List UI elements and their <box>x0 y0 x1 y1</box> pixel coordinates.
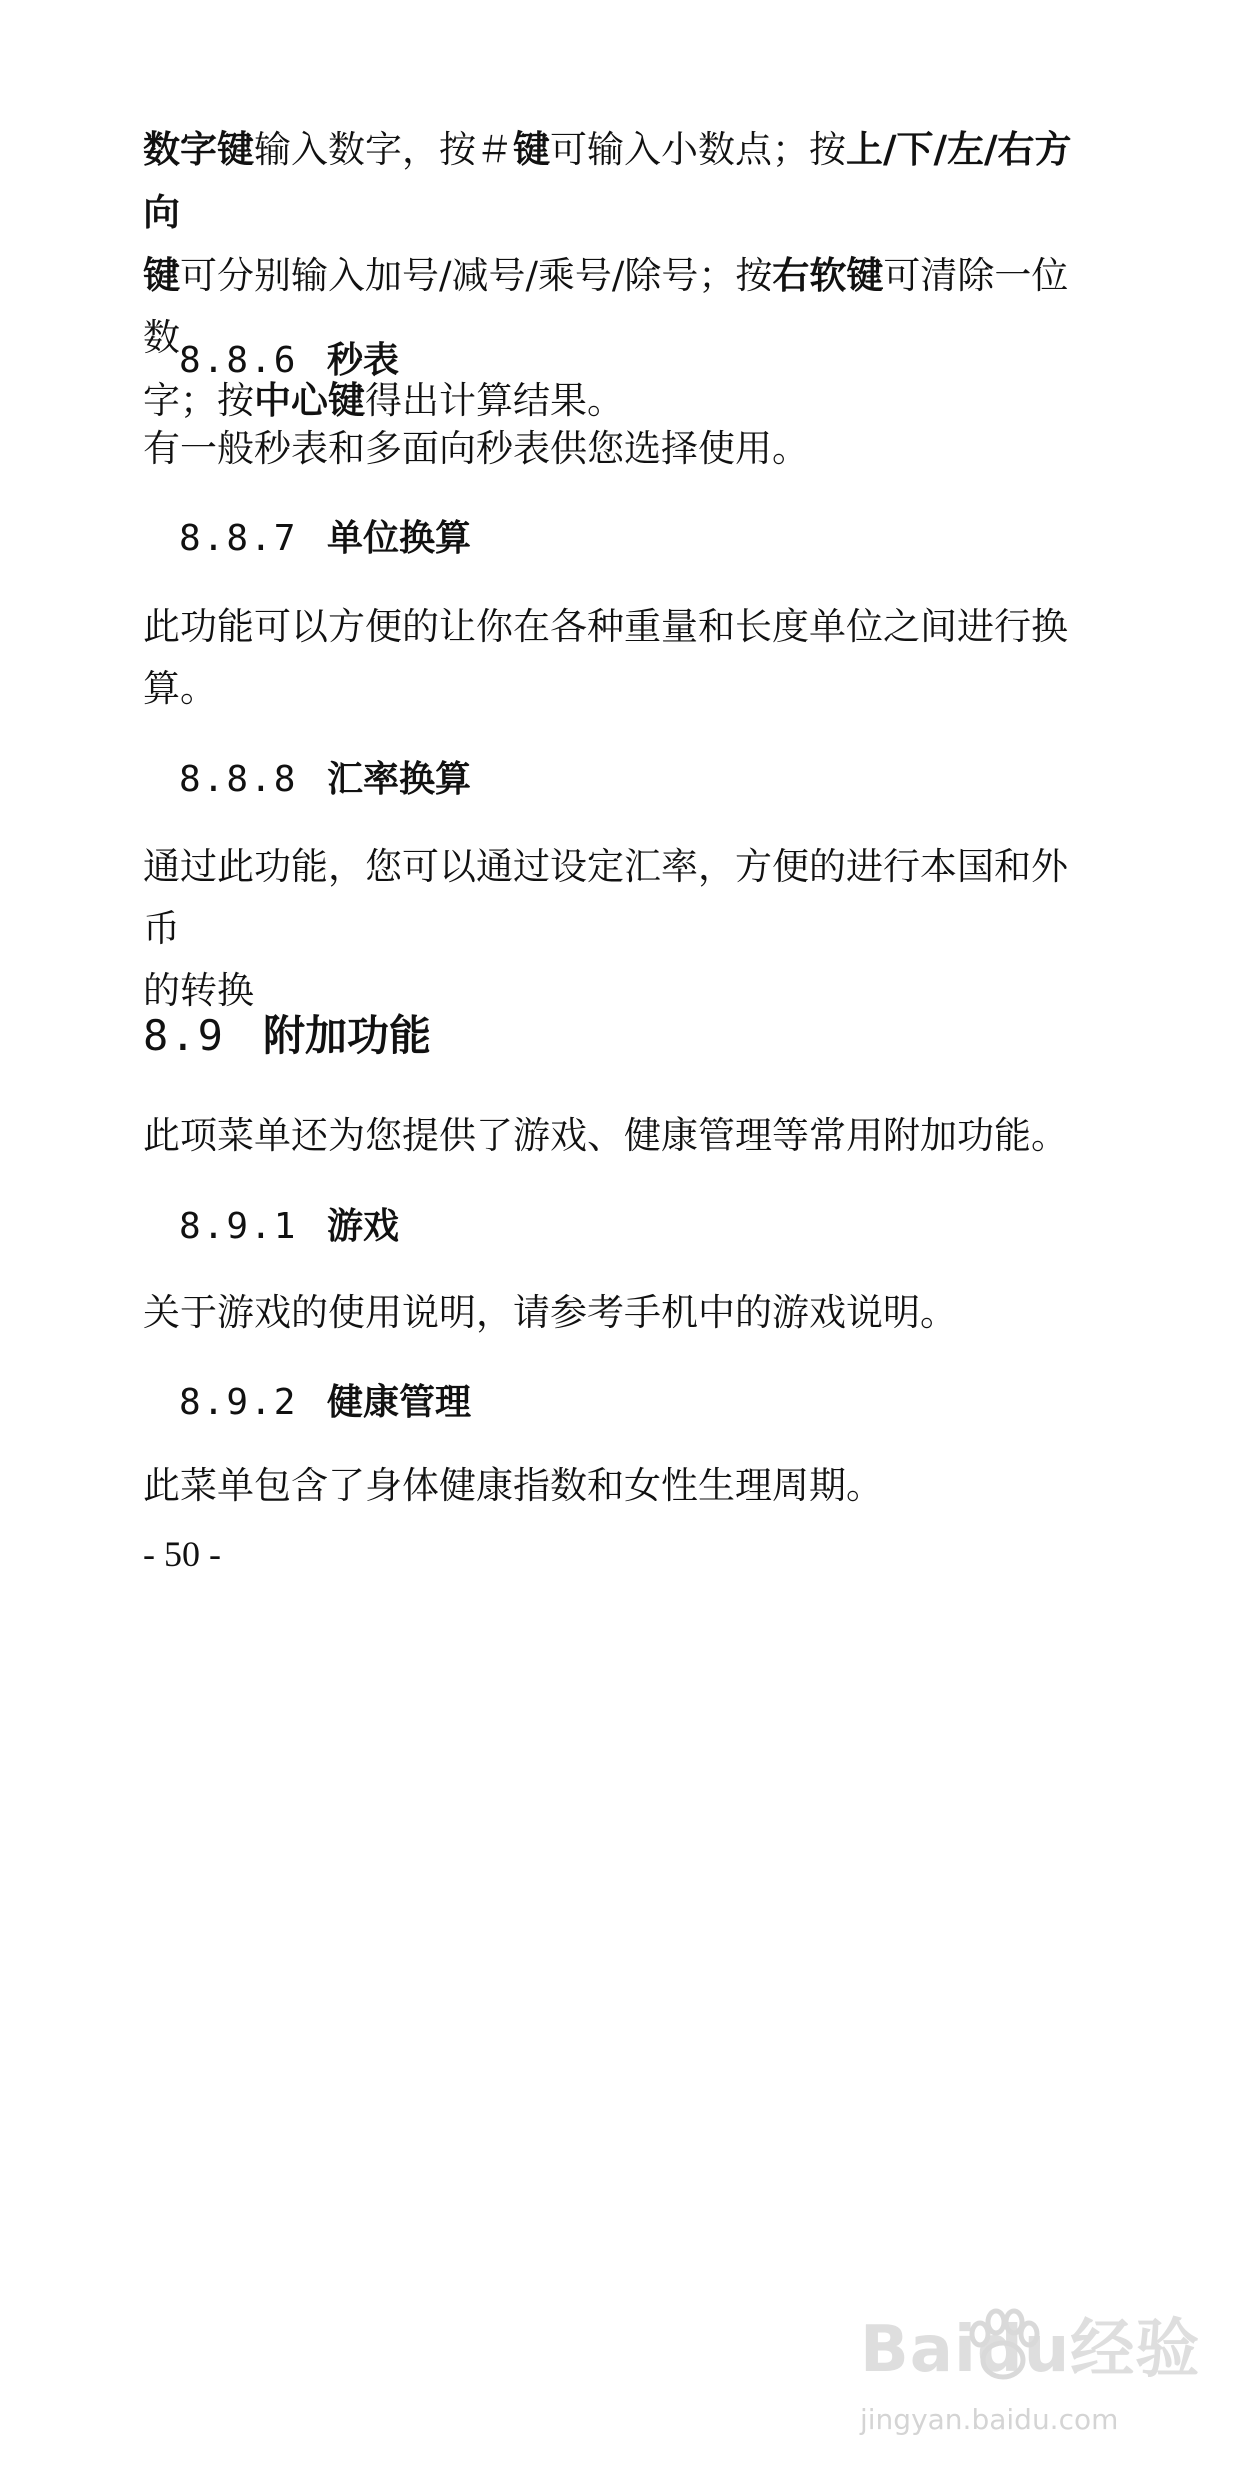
paragraph-line: 此功能可以方便的让你在各种重量和长度单位之间进行换 <box>143 605 1068 648</box>
section-heading-8-9-1 <box>179 1202 399 1251</box>
paw-icon <box>958 2302 1048 2392</box>
section-body-8-9 <box>143 1105 1103 1167</box>
text-run: 可输入小数点；按 <box>550 128 846 171</box>
section-title: 游戏 <box>327 1205 400 1247</box>
baidu-watermark <box>860 2310 1201 2460</box>
section-title: 汇率换算 <box>327 758 472 800</box>
paragraph-text: 关于游戏的使用说明，请参考手机中的游戏说明。 <box>143 1291 957 1334</box>
text-run: 得出计算结果。 <box>365 379 624 422</box>
section-heading-8-9-2 <box>179 1378 471 1427</box>
text-run: 右软键 <box>772 253 884 297</box>
section-title: 单位换算 <box>327 517 472 559</box>
section-heading-8-8-6 <box>179 336 399 385</box>
section-title: 健康管理 <box>327 1381 472 1423</box>
text-run: 上/下/左/右方向 <box>143 127 1072 234</box>
section-number: 8.9.1 <box>179 1206 298 1247</box>
text-run: 可清除一位数 <box>143 254 1069 359</box>
text-run: 键 <box>143 253 180 297</box>
section-number: 8.8.8 <box>179 759 298 800</box>
section-heading-8-8-7 <box>179 514 471 563</box>
section-number: 8.9 <box>143 1011 225 1060</box>
section-body-8-9-1 <box>143 1282 1103 1344</box>
section-title: 附加功能 <box>263 1011 432 1060</box>
paragraph-text: 此菜单包含了身体健康指数和女性生理周期。 <box>143 1464 883 1507</box>
section-number: 8.9.2 <box>179 1382 298 1423</box>
section-body-8-8-7 <box>143 596 1103 720</box>
page-number: - 50 - <box>143 1534 221 1574</box>
section-body-8-9-2 <box>143 1455 1103 1517</box>
text-run: 输入数字，按＃ <box>254 128 513 171</box>
section-heading-8-8-8 <box>179 755 471 804</box>
section-number: 8.8.7 <box>179 518 298 559</box>
paragraph-line: 的转换 <box>143 969 254 1012</box>
paragraph-text: 有一般秒表和多面向秒表供您选择使用。 <box>143 427 809 470</box>
watermark-logo-text: Baidu经验 <box>860 2313 1201 2387</box>
section-number: 8.8.6 <box>179 340 298 381</box>
paragraph-text: 此项菜单还为您提供了游戏、健康管理等常用附加功能。 <box>143 1114 1068 1157</box>
section-body-8-8-6 <box>143 418 1103 480</box>
text-run: 可分别输入加号/减号/乘号/除号；按 <box>180 254 773 297</box>
text-run: 字；按 <box>143 379 254 422</box>
watermark-url: jingyan.baidu.com <box>860 2403 1119 2436</box>
section-body-8-8-8 <box>143 836 1103 1022</box>
paragraph-line-1 <box>143 118 1103 244</box>
section-heading-8-9 <box>143 1008 431 1064</box>
text-run: 数字键 <box>143 127 254 171</box>
section-title: 秒表 <box>327 339 400 381</box>
paragraph-line: 通过此功能，您可以通过设定汇率，方便的进行本国和外币 <box>143 845 1068 950</box>
paragraph-line: 算。 <box>143 667 217 710</box>
text-run: 中心键 <box>254 378 365 422</box>
text-run: 键 <box>513 127 550 171</box>
